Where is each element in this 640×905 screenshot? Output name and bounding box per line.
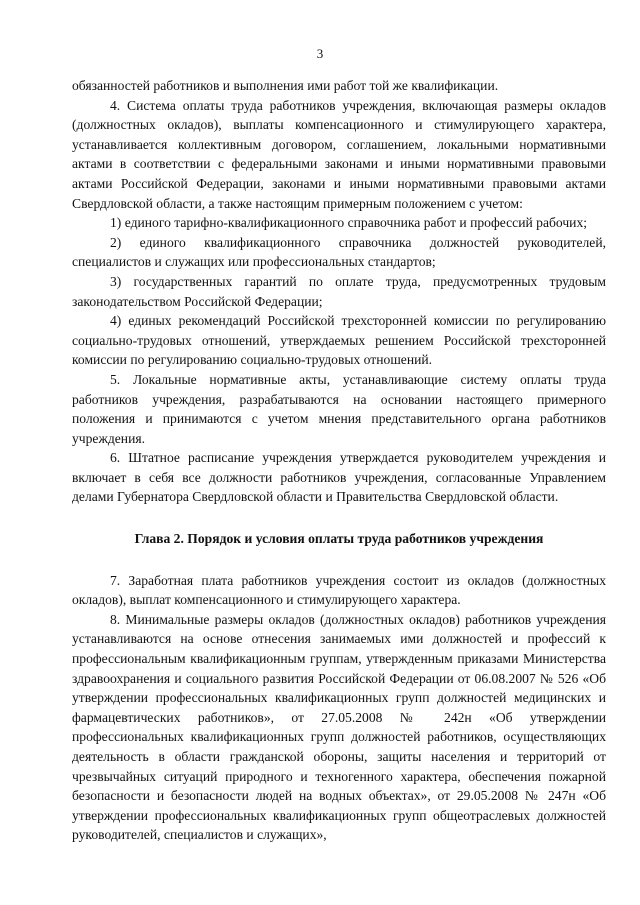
paragraph-5: 5. Локальные нормативные акты, устанавливающие систему оплаты труда работников учреждения, разрабатываются на основании настоящего примерного положения и принимаются с учетом мнения представительного органа работников учреждения. xyxy=(72,371,606,446)
paragraph-7: 7. Заработная плата работников учреждения состоит из окладов (должностных окладов), выплат компенсационного и стимулирующего характера. xyxy=(72,572,606,608)
document-body xyxy=(72,76,606,845)
list-item-3: 3) государственных гарантий по оплате труда, предусмотренных трудовым законодательством Российской Федерации; xyxy=(72,273,606,309)
paragraph-4: 4. Система оплаты труда работников учреждения, включающая размеры окладов (должностных окладов), выплаты компенсационного и стимулирующего характера, устанавливается коллективным договором, соглашением, локальными нормативными актами в соответствии с федеральными законами и иными нормативными правовыми актами Российской Федерации, законами и иными нормативными правовыми актами Свердловской области, а также настоящим примерным положением с учетом: xyxy=(72,97,606,211)
list-item-2: 2) единого квалификационного справочника должностей руководителей, специалистов и служащих или профессиональных стандартов; xyxy=(72,234,606,270)
page-number: 3 xyxy=(316,46,324,61)
paragraph-8: 8. Минимальные размеры окладов (должностных окладов) работников учреждения устанавливаются на основе отнесения занимаемых ими должностей и профессий к профессиональным квалификационным группам, утвержденным приказами Министерства здравоохранения и социального развития Российской Федерации от 06.08.2007 № 526 «Об утверждении профессиональных квалификационных групп должностей медицинских и фармацевтических работников», от 27.05.2008 № 242н «Об утверждении профессиональных квалификационных групп должностей работников, осуществляющих деятельность в области гражданской обороны, защиты населения и территорий от чрезвычайных ситуаций природного и техногенного характера, обеспечения пожарной безопасности и безопасности людей на водных объектах», от 29.05.2008 № 247н «Об утверждении профессиональных квалификационных групп общеотраслевых должностей руководителей, специалистов и служащих», xyxy=(72,611,606,843)
paragraph-continuation: обязанностей работников и выполнения ими работ той же квалификации. xyxy=(72,78,499,93)
list-item-4: 4) единых рекомендаций Российской трехсторонней комиссии по регулированию социально-трудовых отношений, утверждаемых решением Российской трехсторонней комиссии по регулированию социально-трудовых отношений. xyxy=(72,313,606,368)
list-item-1: 1) единого тарифно-квалификационного справочника работ и профессий рабочих; xyxy=(110,215,588,231)
paragraph-6: 6. Штатное расписание учреждения утверждается руководителем учреждения и включает в себя все должности работников учреждения, согласованные Управлением делами Губернатора Свердловской области и Правительства Свердловской области. xyxy=(72,450,606,505)
chapter-heading: Глава 2. Порядок и условия оплаты труда работников учреждения xyxy=(134,531,544,547)
